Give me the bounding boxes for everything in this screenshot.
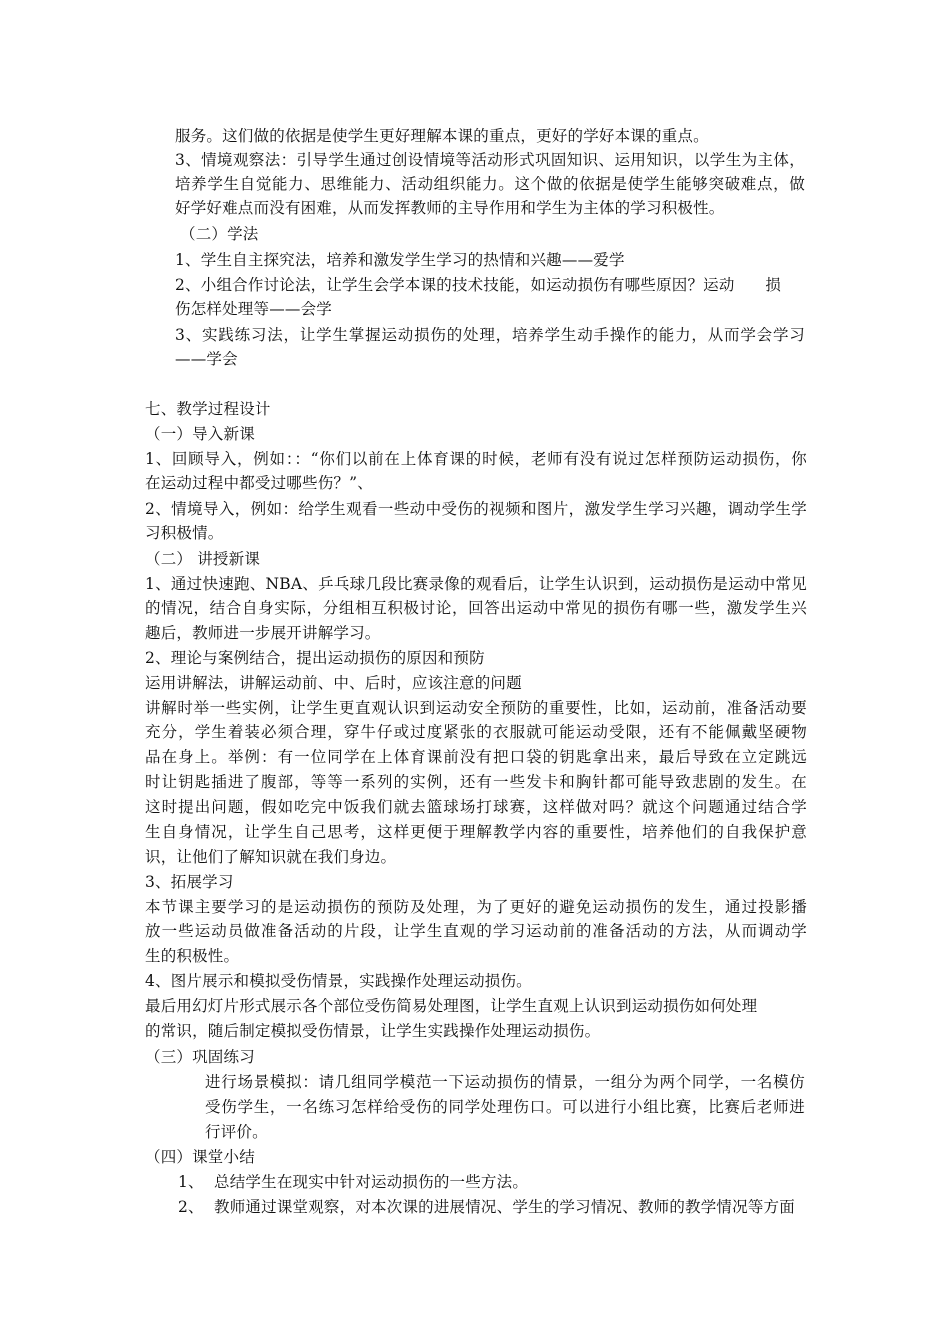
- subsection-heading: （三）巩固练习: [145, 1048, 255, 1066]
- paragraph-line: 时让钥匙插进了腹部，等等一系列的实例，还有一些发卡和胸针都可能导致悲剧的发生。在: [145, 773, 807, 791]
- subsection-heading: （四）课堂小结: [145, 1148, 255, 1166]
- paragraph-line: 培养学生自觉能力、思维能力、活动组织能力。这个做的依据是使学生能够突破难点，做: [175, 175, 805, 193]
- paragraph-line: 在运动过程中都受过哪些伤？”、: [145, 474, 373, 492]
- paragraph-line: 识，让他们了解知识就在我们身边。: [145, 848, 397, 866]
- paragraph-line: 1、学生自主探究法，培养和激发学生学习的热情和兴趣——爱学: [175, 251, 625, 269]
- paragraph-line: 的常识，随后制定模拟受伤情景，让学生实践操作处理运动损伤。: [145, 1022, 601, 1040]
- list-item: 1、 总结学生在现实中针对运动损伤的一些方法。: [178, 1173, 529, 1191]
- paragraph-line: 服务。这们做的依据是使学生更好理解本课的重点，更好的学好本课的重点。: [175, 127, 709, 145]
- paragraph-line: 受伤学生，一名练习怎样给受伤的同学处理伤口。可以进行小组比赛，比赛后老师进: [205, 1098, 805, 1116]
- paragraph-line: 2、情境导入，例如：给学生观看一些动中受伤的视频和图片，激发学生学习兴趣，调动学生学: [145, 500, 807, 518]
- paragraph-line: 行评价。: [205, 1123, 268, 1141]
- paragraph-line: 充分，学生着装必须合理，穿牛仔或过度紧张的衣服就可能运动受限，还有不能佩戴坚硬物: [145, 723, 807, 741]
- paragraph-line: 2、小组合作讨论法，让学生会学本课的技术技能，如运动损伤有哪些原因？运动 损: [175, 276, 782, 294]
- section-heading: 七、教学过程设计: [145, 400, 271, 418]
- paragraph-line: 1、通过快速跑、NBA、乒乓球几段比赛录像的观看后，让学生认识到，运动损伤是运动中常见: [145, 575, 807, 593]
- paragraph-line: 运用讲解法，讲解运动前、中、后时，应该注意的问题: [145, 674, 522, 692]
- paragraph-line: 讲解时举一些实例，让学生更直观认识到运动安全预防的重要性，比如，运动前，准备活动要: [145, 699, 807, 717]
- subsection-heading: （二） 讲授新课: [145, 550, 261, 568]
- paragraph-line: 2、理论与案例结合，提出运动损伤的原因和预防: [145, 649, 485, 667]
- paragraph-line: 本节课主要学习的是运动损伤的预防及处理，为了更好的避免运动损伤的发生，通过投影播: [145, 898, 807, 916]
- paragraph-line: 生的积极性。: [145, 947, 240, 965]
- paragraph-line: 最后用幻灯片形式展示各个部位受伤简易处理图，让学生直观上认识到运动损伤如何处理: [145, 997, 758, 1015]
- paragraph-line: 4、图片展示和模拟受伤情景，实践操作处理运动损伤。: [145, 972, 532, 990]
- section-heading: （二）学法: [180, 225, 259, 243]
- subsection-heading: 3、拓展学习: [145, 873, 234, 891]
- paragraph-line: 放一些运动员做准备活动的片段，让学生直观的学习运动前的准备活动的方法，从而调动学: [145, 922, 807, 940]
- subsection-heading: （一）导入新课: [145, 425, 255, 443]
- paragraph-line: 3、实践练习法，让学生掌握运动损伤的处理，培养学生动手操作的能力，从而学会学习: [175, 326, 805, 344]
- paragraph-line: 这时提出问题，假如吃完中饭我们就去篮球场打球赛，这样做对吗？就这个问题通过结合学: [145, 798, 807, 816]
- list-item: 2、 教师通过课堂观察，对本次课的进展情况、学生的学习情况、教师的教学情况等方面: [178, 1198, 795, 1216]
- paragraph-line: 进行场景模拟：请几组同学模范一下运动损伤的情景，一组分为两个同学，一名模仿: [205, 1073, 805, 1091]
- paragraph-line: 习积极情。: [145, 524, 224, 542]
- paragraph-line: 伤怎样处理等——会学: [175, 300, 333, 318]
- paragraph-line: 趣后，教师进一步展开讲解学习。: [145, 624, 381, 642]
- paragraph-line: ——学会: [175, 350, 238, 368]
- paragraph-line: 好学好难点而没有困难，从而发挥教师的主导作用和学生为主体的学习积极性。: [175, 199, 725, 217]
- paragraph-line: 1、回顾导入，例如：：“你们以前在上体育课的时候，老师有没有说过怎样预防运动损伤，你: [145, 450, 807, 468]
- paragraph-line: 品在身上。举例：有一位同学在上体育课前没有把口袋的钥匙拿出来，最后导致在立定跳远: [145, 748, 807, 766]
- paragraph-line: 生自身情况，让学生自己思考，这样更便于理解教学内容的重要性，培养他们的自我保护意: [145, 823, 807, 841]
- paragraph-line: 的情况，结合自身实际，分组相互积极讨论，回答出运动中常见的损伤有哪一些，激发学生兴: [145, 599, 807, 617]
- paragraph-line: 3、情境观察法：引导学生通过创设情境等活动形式巩固知识、运用知识，以学生为主体，: [175, 151, 805, 169]
